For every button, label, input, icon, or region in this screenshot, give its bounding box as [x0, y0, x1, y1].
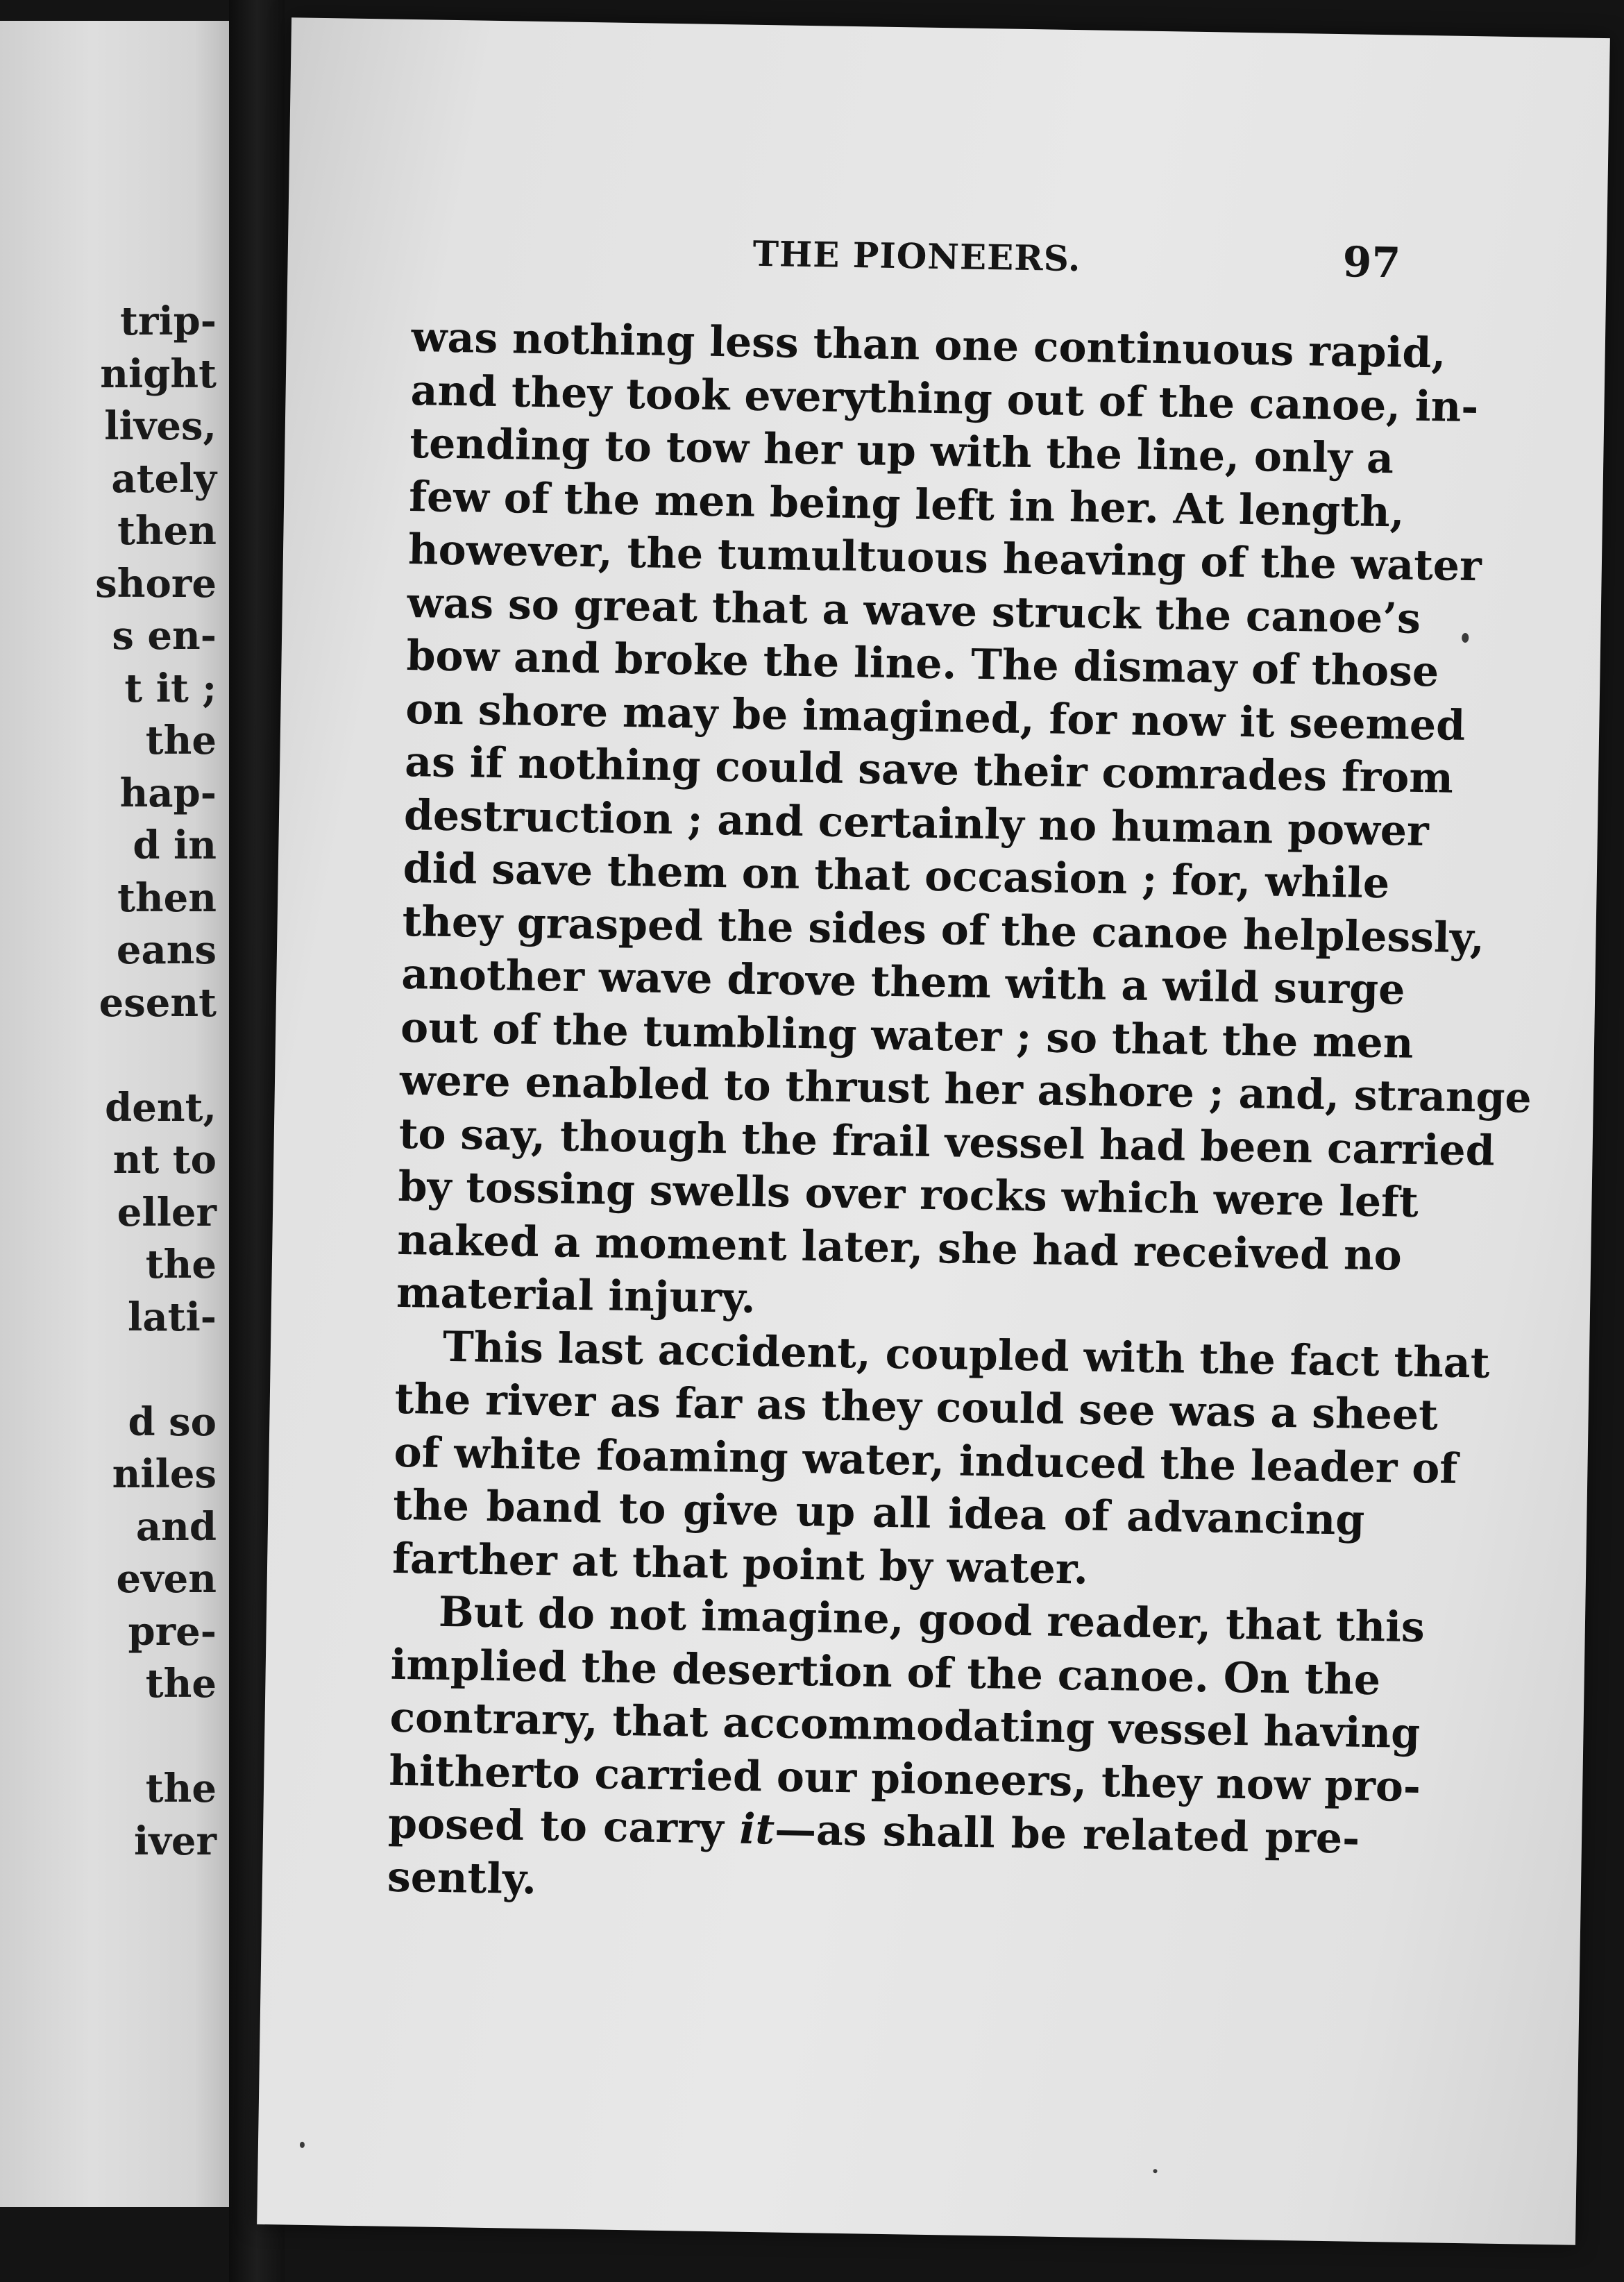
- text-line: This last accident, coupled with the fact that: [442, 1322, 1490, 1388]
- text-line: material injury.: [396, 1268, 756, 1323]
- previous-page-line: pre-: [128, 1608, 217, 1655]
- text-line: they grasped the sides of the canoe helplessly,: [402, 897, 1485, 963]
- text-line: to say, though the frail vessel had been carried: [398, 1109, 1496, 1176]
- text-line: But do not imagine, good reader, that this: [438, 1587, 1426, 1653]
- previous-page-line: the: [145, 1661, 217, 1707]
- text-line: contrary, that accommodating vessel having: [389, 1693, 1421, 1759]
- text-line: the band to give up all idea of advancing: [392, 1480, 1365, 1545]
- previous-page-line: lati-: [128, 1294, 217, 1340]
- previous-page-line: the: [145, 1766, 217, 1811]
- previous-page-line: d in: [133, 822, 217, 868]
- text-line: was nothing less than one continuous rapid,: [411, 313, 1446, 378]
- scan-speck: [1462, 633, 1469, 643]
- body-text: [387, 311, 1532, 1919]
- previous-page-line: then: [117, 508, 217, 554]
- text-line: were enabled to thrust her ashore ; and, strange: [399, 1056, 1532, 1123]
- italic-word: it: [739, 1805, 775, 1854]
- text-line: implied the desertion of the canoe. On the: [390, 1640, 1381, 1705]
- previous-page-line: night: [100, 350, 217, 397]
- previous-page-line: esent: [99, 979, 217, 1026]
- previous-page-line: hap-: [119, 770, 217, 816]
- previous-page-line: and: [135, 1503, 217, 1550]
- previous-page-line: dent,: [105, 1084, 217, 1131]
- text-line: few of the men being left in her. At length,: [408, 472, 1405, 537]
- previous-page-line: niles: [112, 1451, 217, 1497]
- running-title: THE PIONEERS.: [752, 233, 1081, 280]
- text-line: hitherto carried our pioneers, they now pro-: [388, 1746, 1421, 1811]
- previous-page-line: trip-: [119, 298, 217, 344]
- scan-speck: [300, 2142, 305, 2148]
- previous-page-line: s en-: [112, 613, 217, 659]
- text-line: out of the tumbling water ; so that the men: [400, 1003, 1414, 1068]
- previous-page-line: the: [145, 718, 217, 763]
- previous-page-line: even: [116, 1556, 217, 1602]
- text-line: another wave drove them with a wild surge: [400, 949, 1405, 1015]
- text-segment: —as shall be related pre-: [774, 1805, 1360, 1863]
- text-line: tending to tow her up with the line, only a: [409, 419, 1394, 484]
- text-line: and they took everything out of the canoe, in-: [410, 366, 1479, 432]
- text-line: did save them on that occasion ; for, while: [403, 843, 1390, 908]
- previous-page-line: d so: [128, 1398, 217, 1445]
- previous-page-line: t it ;: [124, 665, 217, 711]
- text-line: sently.: [387, 1852, 537, 1904]
- scan-speck: [1153, 2169, 1157, 2173]
- previous-page-line: ately: [111, 455, 217, 502]
- page-number: 97: [1342, 238, 1401, 288]
- text-line: the river as far as they could see was a sheet: [394, 1374, 1439, 1440]
- text-line: was so great that a wave struck the canoe’s: [407, 578, 1421, 643]
- book-page: [257, 17, 1610, 2245]
- text-line: naked a moment later, she had received no: [396, 1215, 1403, 1281]
- previous-page-line: the: [145, 1242, 217, 1287]
- text-line: as if nothing could save their comrades from: [404, 737, 1454, 803]
- text-segment: posed to carry: [387, 1799, 741, 1854]
- previous-page-line: shore: [95, 560, 217, 607]
- text-line: on shore may be imagined, for now it seemed: [405, 684, 1466, 750]
- text-line: bow and broke the line. The dismay of those: [406, 631, 1439, 697]
- running-head: [288, 226, 1607, 288]
- previous-page-line: nt to: [112, 1137, 217, 1183]
- previous-page-line: eller: [117, 1189, 217, 1235]
- previous-page-line: eans: [116, 927, 217, 973]
- previous-page-line: iver: [134, 1818, 217, 1864]
- previous-page-line: lives,: [104, 403, 217, 449]
- text-line: destruction ; and certainly no human power: [403, 791, 1430, 856]
- text-line: however, the tumultuous heaving of the water: [407, 525, 1482, 591]
- text-line: farther at that point by water.: [391, 1534, 1089, 1594]
- previous-page-line: then: [117, 874, 217, 921]
- text-line: of white foaming water, induced the leader of: [394, 1428, 1458, 1494]
- text-line: by tossing swells over rocks which were left: [398, 1162, 1419, 1227]
- previous-page-fragment: [0, 21, 229, 2207]
